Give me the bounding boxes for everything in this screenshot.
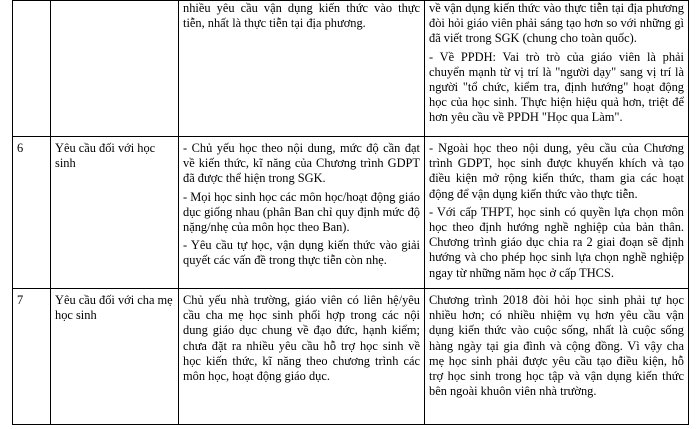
new-program-cell <box>425 1 689 137</box>
old-program-paragraph: - Chủ yếu học theo nội dung, mức độ cần đạt về kiến thức, kĩ năng của Chương trình GDPT đã được thể hiện trong SGK. <box>183 141 420 186</box>
table-row-continuation <box>13 1 689 137</box>
new-program-paragraph: - Ngoài học theo nội dung, yêu cầu của Chương trình GDPT, học sinh được khuyến khích và tạo điều kiện mở rộng kiến thức, tham gia các hoạt động để vận dụng kiến thức vào thực tiễn. <box>429 141 684 201</box>
row-number-cell: 6 <box>13 137 51 289</box>
new-program-paragraph: - Về PPDH: Vai trò trò của giáo viên là phải chuyển mạnh từ vị trí là "người dạy" sang vị trí là người "tổ chức, kiểm tra, định hướng" hoạt động học của học sinh. Thực hiện hiệu quả hơn, triệt để hơn yêu cầu về PPDH "Học qua Làm". <box>429 49 684 125</box>
new-program-cell <box>425 289 689 425</box>
table-row-7 <box>13 289 689 425</box>
comparison-table <box>12 0 689 425</box>
old-program-paragraph: - Mọi học sinh học các môn học/hoạt động giáo dục giống nhau (phân Ban chỉ quy định mức độ nặng/nhẹ của môn học theo Ban). <box>183 189 420 235</box>
row-number-cell: 7 <box>13 289 51 425</box>
new-program-paragraph: - Với cấp THPT, học sinh có quyền lựa chọn môn học theo định hướng nghề nghiệp của bản thân. Chương trình giáo dục chia ra 2 giai đoạn sẽ định hướng và cho phép học sinh lựa chọn nghề nghiệp ngay từ những năm học ở cấp THCS. <box>429 204 684 280</box>
new-program-paragraph: Chương trình 2018 đòi hỏi học sinh phải tự học nhiều hơn; có nhiều nhiệm vụ hơn yêu cầu vận dụng kiến thức vào cuộc sống, nhất là cuộc sống hàng ngày tại gia đình và cộng đồng. Vì vậy cha mẹ học sinh phải được yêu cầu tạo điều kiện, hỗ trợ học sinh trong học tập và vận dụng kiến thức bên ngoài khuôn viên nhà trường. <box>429 293 684 399</box>
table-row-6 <box>13 137 689 289</box>
old-program-paragraph: - Yêu cầu tự học, vận dụng kiến thức vào giải quyết các vấn đề trong thực tiễn còn nhẹ. <box>183 238 420 268</box>
requirement-cell: Yêu cầu đối với cha mẹ học sinh <box>51 289 179 425</box>
old-program-paragraph: nhiều yêu cầu vận dụng kiến thức vào thực tiễn, nhất là thực tiễn tại địa phương. <box>183 1 420 31</box>
new-program-cell <box>425 137 689 289</box>
requirement-cell: Yêu cầu đối với học sinh <box>51 137 179 289</box>
old-program-cell <box>179 289 425 425</box>
old-program-cell <box>179 137 425 289</box>
row-number-cell <box>13 1 51 137</box>
old-program-cell <box>179 1 425 137</box>
old-program-paragraph: Chủ yếu nhà trường, giáo viên có liên hệ/yêu cầu cha mẹ học sinh phối hợp trong các nội dung giáo dục chung về đạo đức, hạnh kiểm; chưa đặt ra nhiều yêu cầu hỗ trợ học sinh về học kiến thức, kĩ năng theo chương trình các môn học, hoạt động giáo dục. <box>183 293 420 384</box>
new-program-paragraph: về vận dụng kiến thức vào thực tiễn tại địa phương đòi hỏi giáo viên phải sáng tạo hơn so với những gì đã viết trong SGK (chung cho toàn quốc). <box>429 1 684 46</box>
requirement-cell <box>51 1 179 137</box>
